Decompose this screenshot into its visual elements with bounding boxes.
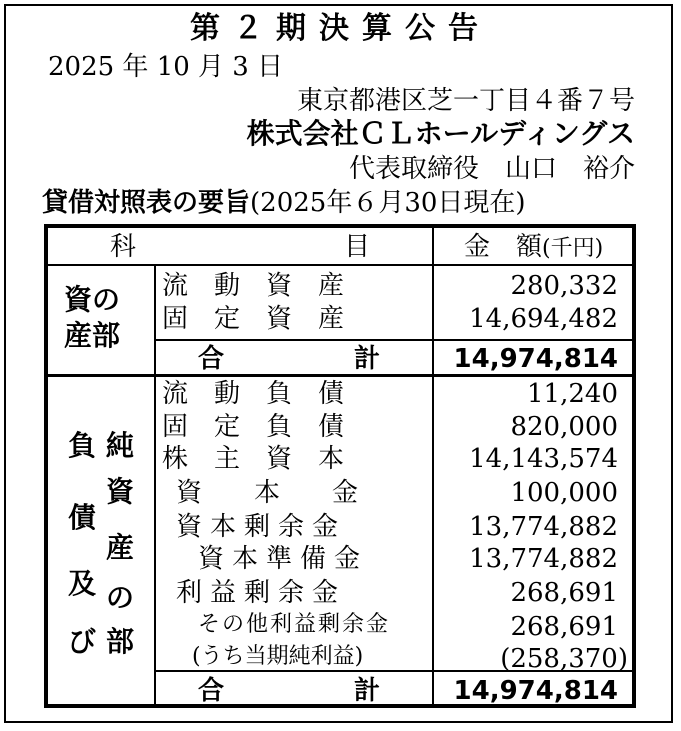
- net-assets-label-char: 産: [106, 531, 135, 564]
- balance-sheet-title: [42, 190, 526, 216]
- liability-row-value: 268,691: [510, 578, 618, 608]
- net-assets-label-char: 純: [106, 429, 135, 462]
- asset-row-label: 流 動 資 産: [162, 271, 345, 301]
- liabilities-label-char: び: [68, 625, 97, 658]
- notice-title: 第２期決算公告: [190, 11, 491, 46]
- column-header-amount: [464, 234, 603, 260]
- liability-row-label: 資 本 金: [176, 478, 359, 508]
- liability-row-value: 820,000: [510, 412, 618, 442]
- liabilities-label-char: 負: [68, 429, 97, 462]
- company-name: 株式会社ＣＬホールディングス: [246, 117, 635, 150]
- balance-sheet-title-main: 貸借対照表の要旨: [42, 188, 251, 218]
- net-assets-label-char: の: [106, 581, 135, 614]
- asset-row-label: 固 定 資 産: [162, 304, 345, 334]
- column-header-amount-label: 金 額: [464, 232, 543, 262]
- assets-total-label: 合 計: [198, 344, 381, 374]
- liability-row-label: 株 主 資 本: [162, 444, 345, 474]
- liabilities-label-char: 債: [68, 501, 97, 534]
- assets-total-value: 14,974,814: [453, 344, 618, 374]
- representative: 代表取締役 山口 裕介: [348, 154, 635, 184]
- unit-label: (千円): [542, 236, 604, 261]
- liability-row-value: 13,774,882: [469, 512, 618, 542]
- balance-sheet-table: [44, 224, 636, 708]
- asset-row-value: 280,332: [510, 271, 618, 301]
- liabilities-label-char: 及: [68, 567, 97, 600]
- asset-row-value: 14,694,482: [469, 304, 618, 334]
- liability-row-value: 13,774,882: [469, 544, 618, 574]
- liability-row-value: 268,691: [510, 612, 618, 642]
- company-address: 東京都港区芝一丁目４番７号: [296, 86, 635, 116]
- liability-row-label: 流 動 負 債: [162, 379, 345, 409]
- liability-row-label: その他利益剰余金: [198, 612, 391, 637]
- balance-sheet-date: (2025年６月30日現在): [250, 188, 526, 218]
- liability-row-label: (うち当期純利益): [192, 644, 364, 669]
- liability-row-label: 固 定 負 債: [162, 412, 345, 442]
- liability-row-value: 100,000: [510, 478, 618, 508]
- notice-date: 2025 年 10 月 3 日: [48, 52, 284, 82]
- column-header-subject: 科 目: [109, 232, 370, 262]
- liability-row-label: 利益剰余金: [176, 578, 347, 608]
- net-assets-label-char: 資: [106, 475, 135, 508]
- liabilities-total-value: 14,974,814: [453, 676, 618, 706]
- assets-section-label-1: 資の: [64, 283, 121, 316]
- liabilities-total-label: 合 計: [198, 676, 381, 706]
- liability-row-label: 資本剰余金: [176, 512, 347, 542]
- liability-row-value: 14,143,574: [469, 444, 618, 474]
- net-assets-label-char: 部: [106, 625, 135, 658]
- assets-section-label-2: 産部: [64, 319, 121, 352]
- liability-row-label: 資本準備金: [198, 544, 369, 574]
- liability-row-value: 11,240: [527, 379, 618, 409]
- liability-row-value: (258,370): [500, 644, 628, 674]
